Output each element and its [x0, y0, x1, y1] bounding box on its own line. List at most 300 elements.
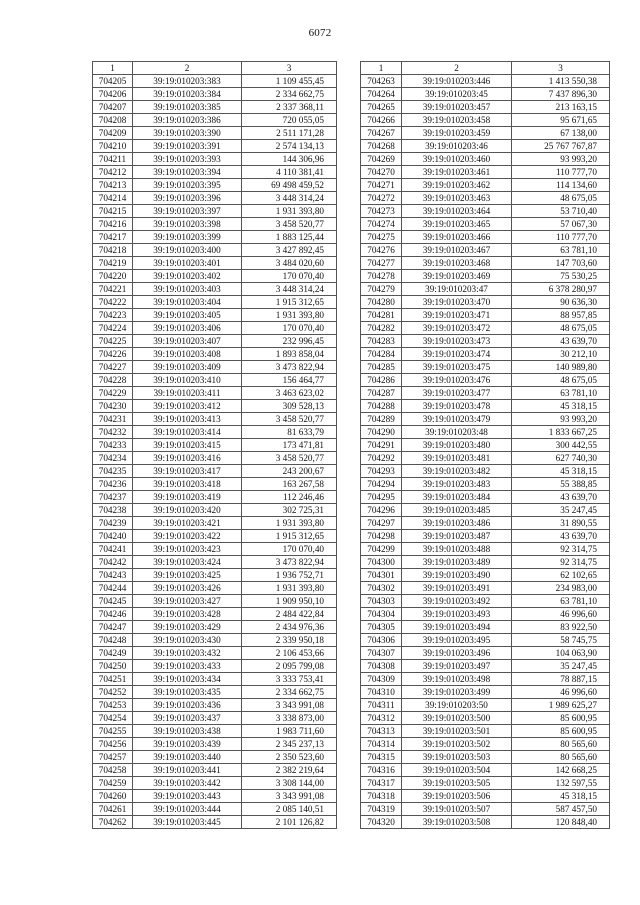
value-cell: 63 781,10 — [512, 595, 610, 608]
cadastral-number-cell: 39:19:010203:490 — [402, 569, 512, 582]
row-number-cell: 704216 — [93, 218, 133, 231]
cadastral-number-cell: 39:19:010203:398 — [133, 218, 242, 231]
row-number-cell: 704261 — [93, 803, 133, 816]
value-cell: 3 308 144,00 — [242, 777, 337, 790]
value-cell: 35 247,45 — [512, 504, 610, 517]
value-cell: 62 102,65 — [512, 569, 610, 582]
cadastral-number-cell: 39:19:010203:506 — [402, 790, 512, 803]
row-number-cell: 704293 — [361, 465, 402, 478]
table-row — [93, 426, 337, 439]
row-number-cell: 704243 — [93, 569, 133, 582]
table-row — [93, 803, 337, 816]
row-number-cell: 704300 — [361, 556, 402, 569]
cadastral-number-cell: 39:19:010203:425 — [133, 569, 242, 582]
row-number-cell: 704210 — [93, 140, 133, 153]
table-row — [361, 595, 610, 608]
header-cell-2: 2 — [402, 62, 512, 75]
row-number-cell: 704267 — [361, 127, 402, 140]
table-row — [93, 153, 337, 166]
table-row — [93, 777, 337, 790]
row-number-cell: 704302 — [361, 582, 402, 595]
row-number-cell: 704247 — [93, 621, 133, 634]
table-row — [93, 517, 337, 530]
row-number-cell: 704296 — [361, 504, 402, 517]
cadastral-number-cell: 39:19:010203:493 — [402, 608, 512, 621]
cadastral-number-cell: 39:19:010203:408 — [133, 348, 242, 361]
table-row — [93, 413, 337, 426]
cadastral-number-cell: 39:19:010203:492 — [402, 595, 512, 608]
cadastral-number-cell: 39:19:010203:435 — [133, 686, 242, 699]
row-number-cell: 704274 — [361, 218, 402, 231]
value-cell: 48 675,05 — [512, 374, 610, 387]
cadastral-number-cell: 39:19:010203:500 — [402, 712, 512, 725]
cadastral-number-cell: 39:19:010203:502 — [402, 738, 512, 751]
cadastral-number-cell: 39:19:010203:391 — [133, 140, 242, 153]
row-number-cell: 704275 — [361, 231, 402, 244]
cadastral-number-cell: 39:19:010203:439 — [133, 738, 242, 751]
row-number-cell: 704294 — [361, 478, 402, 491]
cadastral-number-cell: 39:19:010203:417 — [133, 465, 242, 478]
row-number-cell: 704310 — [361, 686, 402, 699]
row-number-cell: 704284 — [361, 348, 402, 361]
row-number-cell: 704253 — [93, 699, 133, 712]
cadastral-number-cell: 39:19:010203:481 — [402, 452, 512, 465]
value-cell: 144 306,96 — [242, 153, 337, 166]
value-cell: 2 350 523,60 — [242, 751, 337, 764]
value-cell: 587 457,50 — [512, 803, 610, 816]
value-cell: 3 484 020,60 — [242, 257, 337, 270]
row-number-cell: 704290 — [361, 426, 402, 439]
cadastral-number-cell: 39:19:010203:484 — [402, 491, 512, 504]
row-number-cell: 704224 — [93, 322, 133, 335]
table-row — [93, 582, 337, 595]
row-number-cell: 704263 — [361, 75, 402, 88]
cadastral-number-cell: 39:19:010203:416 — [133, 452, 242, 465]
row-number-cell: 704223 — [93, 309, 133, 322]
cadastral-number-cell: 39:19:010203:402 — [133, 270, 242, 283]
table-row — [361, 491, 610, 504]
row-number-cell: 704262 — [93, 816, 133, 829]
cadastral-number-cell: 39:19:010203:421 — [133, 517, 242, 530]
cadastral-number-cell: 39:19:010203:486 — [402, 517, 512, 530]
row-number-cell: 704258 — [93, 764, 133, 777]
value-cell: 35 247,45 — [512, 660, 610, 673]
row-number-cell: 704208 — [93, 114, 133, 127]
row-number-cell: 704314 — [361, 738, 402, 751]
cadastral-number-cell: 39:19:010203:462 — [402, 179, 512, 192]
cadastral-number-cell: 39:19:010203:410 — [133, 374, 242, 387]
row-number-cell: 704231 — [93, 413, 133, 426]
cadastral-number-cell: 39:19:010203:426 — [133, 582, 242, 595]
table-row — [361, 231, 610, 244]
row-number-cell: 704316 — [361, 764, 402, 777]
cadastral-number-cell: 39:19:010203:407 — [133, 335, 242, 348]
table-row — [93, 751, 337, 764]
table-row — [93, 621, 337, 634]
value-cell: 3 448 314,24 — [242, 283, 337, 296]
cadastral-number-cell: 39:19:010203:422 — [133, 530, 242, 543]
value-cell: 2 339 950,18 — [242, 634, 337, 647]
cadastral-number-cell: 39:19:010203:485 — [402, 504, 512, 517]
cadastral-number-cell: 39:19:010203:504 — [402, 764, 512, 777]
table-row — [361, 673, 610, 686]
cadastral-number-cell: 39:19:010203:508 — [402, 816, 512, 829]
row-number-cell: 704304 — [361, 608, 402, 621]
row-number-cell: 704225 — [93, 335, 133, 348]
header-cell-2: 2 — [133, 62, 242, 75]
row-number-cell: 704288 — [361, 400, 402, 413]
value-cell: 234 983,00 — [512, 582, 610, 595]
row-number-cell: 704298 — [361, 530, 402, 543]
table-row — [361, 322, 610, 335]
row-number-cell: 704235 — [93, 465, 133, 478]
row-number-cell: 704283 — [361, 335, 402, 348]
value-cell: 1 909 950,10 — [242, 595, 337, 608]
table-row — [93, 309, 337, 322]
cadastral-number-cell: 39:19:010203:496 — [402, 647, 512, 660]
row-number-cell: 704232 — [93, 426, 133, 439]
table-row — [361, 803, 610, 816]
cadastral-number-cell: 39:19:010203:477 — [402, 387, 512, 400]
table-row — [93, 738, 337, 751]
table-row — [93, 634, 337, 647]
table-row — [361, 530, 610, 543]
table-row — [93, 348, 337, 361]
table-row — [361, 478, 610, 491]
table-row — [361, 686, 610, 699]
value-cell: 1 915 312,65 — [242, 530, 337, 543]
table-row — [361, 452, 610, 465]
cadastral-number-cell: 39:19:010203:441 — [133, 764, 242, 777]
table-row — [361, 283, 610, 296]
cadastral-number-cell: 39:19:010203:466 — [402, 231, 512, 244]
row-number-cell: 704319 — [361, 803, 402, 816]
value-cell: 67 138,00 — [512, 127, 610, 140]
value-cell: 2 334 662,75 — [242, 686, 337, 699]
value-cell: 25 767 767,87 — [512, 140, 610, 153]
table-row — [93, 231, 337, 244]
cadastral-number-cell: 39:19:010203:482 — [402, 465, 512, 478]
table-header-row — [361, 62, 610, 75]
table-row — [361, 361, 610, 374]
table-row — [361, 816, 610, 829]
cadastral-number-cell: 39:19:010203:467 — [402, 244, 512, 257]
table-row — [93, 790, 337, 803]
cadastral-number-cell: 39:19:010203:47 — [402, 283, 512, 296]
value-cell: 232 996,45 — [242, 335, 337, 348]
cadastral-number-cell: 39:19:010203:489 — [402, 556, 512, 569]
value-cell: 132 597,55 — [512, 777, 610, 790]
row-number-cell: 704308 — [361, 660, 402, 673]
table-row — [361, 465, 610, 478]
row-number-cell: 704227 — [93, 361, 133, 374]
value-cell: 81 633,79 — [242, 426, 337, 439]
table-row — [93, 114, 337, 127]
value-cell: 1 109 455,45 — [242, 75, 337, 88]
table-row — [93, 179, 337, 192]
table-row — [93, 244, 337, 257]
table-row — [93, 101, 337, 114]
cadastral-number-cell: 39:19:010203:446 — [402, 75, 512, 88]
table-row — [93, 322, 337, 335]
cadastral-number-cell: 39:19:010203:436 — [133, 699, 242, 712]
value-cell: 2 334 662,75 — [242, 88, 337, 101]
table-row — [361, 569, 610, 582]
value-cell: 1 931 393,80 — [242, 517, 337, 530]
value-cell: 93 993,20 — [512, 153, 610, 166]
cadastral-number-cell: 39:19:010203:487 — [402, 530, 512, 543]
table-row — [93, 400, 337, 413]
row-number-cell: 704265 — [361, 101, 402, 114]
value-cell: 80 565,60 — [512, 751, 610, 764]
value-cell: 3 463 623,02 — [242, 387, 337, 400]
value-cell: 2 434 976,36 — [242, 621, 337, 634]
row-number-cell: 704285 — [361, 361, 402, 374]
row-number-cell: 704306 — [361, 634, 402, 647]
row-number-cell: 704242 — [93, 556, 133, 569]
cadastral-number-cell: 39:19:010203:445 — [133, 816, 242, 829]
table-row — [93, 478, 337, 491]
value-cell: 90 636,30 — [512, 296, 610, 309]
row-number-cell: 704211 — [93, 153, 133, 166]
cadastral-number-cell: 39:19:010203:473 — [402, 335, 512, 348]
value-cell: 243 200,67 — [242, 465, 337, 478]
table-row — [93, 660, 337, 673]
table-row — [93, 205, 337, 218]
value-cell: 173 471,81 — [242, 439, 337, 452]
row-number-cell: 704218 — [93, 244, 133, 257]
row-number-cell: 704228 — [93, 374, 133, 387]
table-row — [361, 88, 610, 101]
row-number-cell: 704270 — [361, 166, 402, 179]
table-row — [93, 543, 337, 556]
row-number-cell: 704251 — [93, 673, 133, 686]
table-row — [361, 348, 610, 361]
cadastral-number-cell: 39:19:010203:461 — [402, 166, 512, 179]
cadastral-number-cell: 39:19:010203:494 — [402, 621, 512, 634]
cadastral-number-cell: 39:19:010203:397 — [133, 205, 242, 218]
value-cell: 104 063,90 — [512, 647, 610, 660]
table-row — [361, 777, 610, 790]
row-number-cell: 704238 — [93, 504, 133, 517]
value-cell: 170 070,40 — [242, 322, 337, 335]
row-number-cell: 704257 — [93, 751, 133, 764]
table-row — [361, 335, 610, 348]
cadastral-number-cell: 39:19:010203:399 — [133, 231, 242, 244]
cadastral-number-cell: 39:19:010203:468 — [402, 257, 512, 270]
row-number-cell: 704245 — [93, 595, 133, 608]
value-cell: 300 442,55 — [512, 439, 610, 452]
value-cell: 92 314,75 — [512, 556, 610, 569]
cadastral-number-cell: 39:19:010203:390 — [133, 127, 242, 140]
value-cell: 3 338 873,00 — [242, 712, 337, 725]
value-cell: 48 675,05 — [512, 192, 610, 205]
row-number-cell: 704237 — [93, 491, 133, 504]
table-row — [93, 374, 337, 387]
value-cell: 78 887,15 — [512, 673, 610, 686]
table-row — [93, 439, 337, 452]
cadastral-number-cell: 39:19:010203:419 — [133, 491, 242, 504]
value-cell: 1 833 667,25 — [512, 426, 610, 439]
value-cell: 2 574 134,13 — [242, 140, 337, 153]
row-number-cell: 704292 — [361, 452, 402, 465]
cadastral-number-cell: 39:19:010203:465 — [402, 218, 512, 231]
value-cell: 3 333 753,41 — [242, 673, 337, 686]
value-cell: 46 996,60 — [512, 686, 610, 699]
row-number-cell: 704276 — [361, 244, 402, 257]
row-number-cell: 704317 — [361, 777, 402, 790]
cadastral-number-cell: 39:19:010203:474 — [402, 348, 512, 361]
table-row — [361, 244, 610, 257]
row-number-cell: 704277 — [361, 257, 402, 270]
cadastral-number-cell: 39:19:010203:423 — [133, 543, 242, 556]
cadastral-number-cell: 39:19:010203:383 — [133, 75, 242, 88]
table-row — [361, 621, 610, 634]
row-number-cell: 704309 — [361, 673, 402, 686]
row-number-cell: 704220 — [93, 270, 133, 283]
cadastral-number-cell: 39:19:010203:463 — [402, 192, 512, 205]
cadastral-number-cell: 39:19:010203:507 — [402, 803, 512, 816]
value-cell: 43 639,70 — [512, 335, 610, 348]
row-number-cell: 704278 — [361, 270, 402, 283]
value-cell: 142 668,25 — [512, 764, 610, 777]
table-row — [93, 647, 337, 660]
cadastral-number-cell: 39:19:010203:483 — [402, 478, 512, 491]
cadastral-number-cell: 39:19:010203:488 — [402, 543, 512, 556]
table-row — [361, 114, 610, 127]
value-cell: 85 600,95 — [512, 712, 610, 725]
row-number-cell: 704273 — [361, 205, 402, 218]
cadastral-number-cell: 39:19:010203:395 — [133, 179, 242, 192]
cadastral-number-cell: 39:19:010203:479 — [402, 413, 512, 426]
row-number-cell: 704286 — [361, 374, 402, 387]
row-number-cell: 704233 — [93, 439, 133, 452]
cadastral-number-cell: 39:19:010203:459 — [402, 127, 512, 140]
table-row — [361, 192, 610, 205]
value-cell: 1 989 625,27 — [512, 699, 610, 712]
value-cell: 92 314,75 — [512, 543, 610, 556]
row-number-cell: 704229 — [93, 387, 133, 400]
value-cell: 45 318,15 — [512, 400, 610, 413]
value-cell: 53 710,40 — [512, 205, 610, 218]
cadastral-number-cell: 39:19:010203:470 — [402, 296, 512, 309]
cadastral-number-cell: 39:19:010203:48 — [402, 426, 512, 439]
page-number: 6072 — [308, 27, 332, 39]
table-row — [361, 699, 610, 712]
row-number-cell: 704266 — [361, 114, 402, 127]
table-row — [361, 101, 610, 114]
table-row — [361, 634, 610, 647]
cadastral-number-cell: 39:19:010203:432 — [133, 647, 242, 660]
table-row — [361, 764, 610, 777]
value-cell: 110 777,70 — [512, 231, 610, 244]
cadastral-number-cell: 39:19:010203:437 — [133, 712, 242, 725]
value-cell: 163 267,58 — [242, 478, 337, 491]
table-row — [93, 270, 337, 283]
value-cell: 43 639,70 — [512, 530, 610, 543]
value-cell: 170 070,40 — [242, 543, 337, 556]
table-row — [361, 179, 610, 192]
cadastral-number-cell: 39:19:010203:464 — [402, 205, 512, 218]
cadastral-number-cell: 39:19:010203:444 — [133, 803, 242, 816]
table-row — [361, 205, 610, 218]
value-cell: 2 085 140,51 — [242, 803, 337, 816]
table-row — [361, 439, 610, 452]
row-number-cell: 704234 — [93, 452, 133, 465]
cadastral-number-cell: 39:19:010203:458 — [402, 114, 512, 127]
row-number-cell: 704272 — [361, 192, 402, 205]
value-cell: 83 922,50 — [512, 621, 610, 634]
value-cell: 3 343 991,08 — [242, 790, 337, 803]
value-cell: 2 106 453,66 — [242, 647, 337, 660]
header-cell-3: 3 — [512, 62, 610, 75]
cadastral-number-cell: 39:19:010203:400 — [133, 244, 242, 257]
table-row — [361, 738, 610, 751]
row-number-cell: 704206 — [93, 88, 133, 101]
row-number-cell: 704282 — [361, 322, 402, 335]
value-cell: 3 458 520,77 — [242, 218, 337, 231]
table-row — [93, 166, 337, 179]
value-cell: 80 565,60 — [512, 738, 610, 751]
cadastral-number-cell: 39:19:010203:403 — [133, 283, 242, 296]
cadastral-number-cell: 39:19:010203:472 — [402, 322, 512, 335]
row-number-cell: 704280 — [361, 296, 402, 309]
cadastral-number-cell: 39:19:010203:427 — [133, 595, 242, 608]
table-row — [361, 413, 610, 426]
value-cell: 140 989,80 — [512, 361, 610, 374]
table-row — [93, 387, 337, 400]
table-row — [361, 751, 610, 764]
value-cell: 2 484 422,84 — [242, 608, 337, 621]
cadastral-number-cell: 39:19:010203:457 — [402, 101, 512, 114]
cadastral-number-cell: 39:19:010203:394 — [133, 166, 242, 179]
table-row — [361, 270, 610, 283]
cadastral-number-cell: 39:19:010203:460 — [402, 153, 512, 166]
value-cell: 114 134,60 — [512, 179, 610, 192]
row-number-cell: 704213 — [93, 179, 133, 192]
table-row — [93, 556, 337, 569]
table-row — [93, 725, 337, 738]
row-number-cell: 704301 — [361, 569, 402, 582]
row-number-cell: 704299 — [361, 543, 402, 556]
row-number-cell: 704222 — [93, 296, 133, 309]
value-cell: 720 055,05 — [242, 114, 337, 127]
cadastral-number-cell: 39:19:010203:401 — [133, 257, 242, 270]
row-number-cell: 704297 — [361, 517, 402, 530]
row-number-cell: 704311 — [361, 699, 402, 712]
row-number-cell: 704271 — [361, 179, 402, 192]
cadastral-number-cell: 39:19:010203:469 — [402, 270, 512, 283]
value-cell: 4 110 381,41 — [242, 166, 337, 179]
row-number-cell: 704236 — [93, 478, 133, 491]
cadastral-number-cell: 39:19:010203:433 — [133, 660, 242, 673]
table-header-row — [93, 62, 337, 75]
table-row — [361, 660, 610, 673]
row-number-cell: 704259 — [93, 777, 133, 790]
value-cell: 57 067,30 — [512, 218, 610, 231]
table-row — [93, 218, 337, 231]
value-cell: 3 458 520,77 — [242, 452, 337, 465]
value-cell: 75 530,25 — [512, 270, 610, 283]
cadastral-number-cell: 39:19:010203:430 — [133, 634, 242, 647]
value-cell: 95 671,65 — [512, 114, 610, 127]
cadastral-number-cell: 39:19:010203:476 — [402, 374, 512, 387]
row-number-cell: 704207 — [93, 101, 133, 114]
row-number-cell: 704239 — [93, 517, 133, 530]
row-number-cell: 704248 — [93, 634, 133, 647]
table-row — [93, 257, 337, 270]
value-cell: 3 343 991,08 — [242, 699, 337, 712]
